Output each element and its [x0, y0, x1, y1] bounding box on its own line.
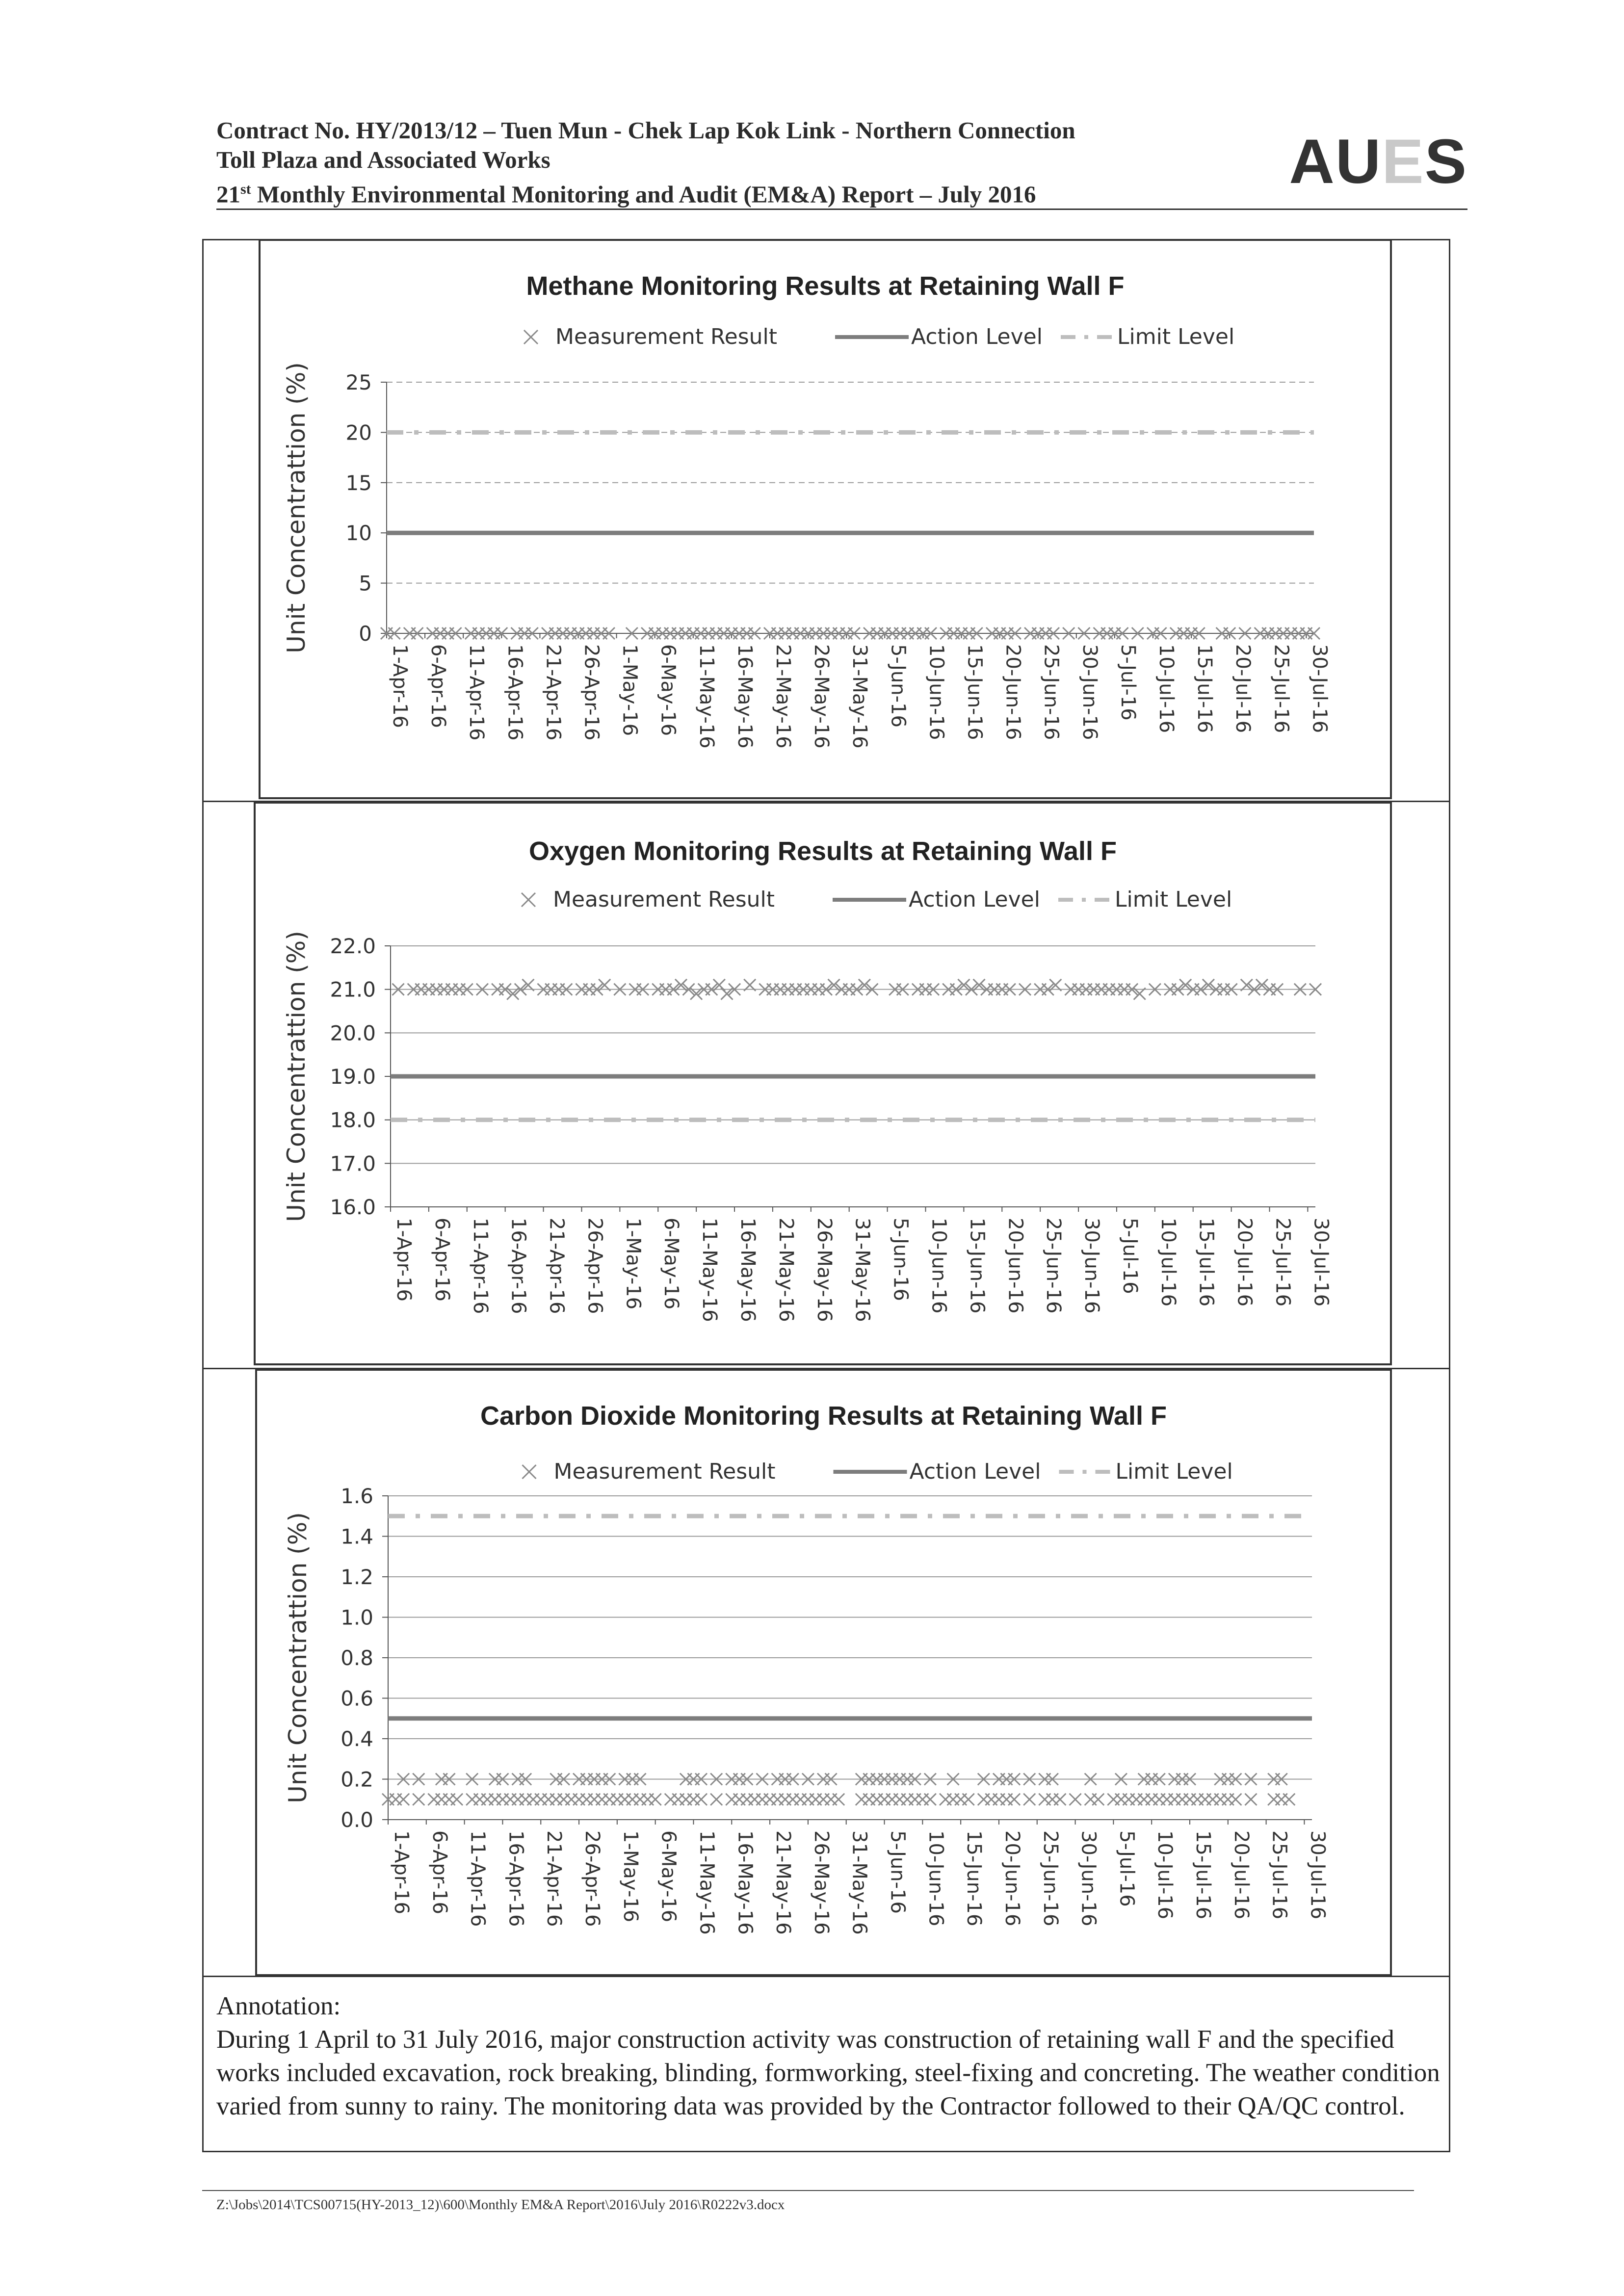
x-tick-label: 15-Jun-16 [963, 644, 986, 740]
x-tick-label: 16-Apr-16 [507, 1218, 530, 1314]
oxygen-chart [256, 804, 1390, 1363]
x-tick-label: 15-Jul-16 [1195, 1218, 1218, 1307]
x-tick-label: 30-Jul-16 [1310, 1218, 1333, 1307]
y-tick-label: 20.0 [330, 1021, 376, 1045]
legend-limit-label: Limit Level [1115, 1459, 1233, 1484]
annotation-heading: Annotation: [216, 1992, 341, 2020]
x-tick-label: 25-Jun-16 [1040, 644, 1063, 740]
oxygen-chart-panel [254, 802, 1392, 1365]
aues-logo [1289, 126, 1467, 198]
x-tick-label: 1-May-16 [618, 644, 641, 736]
x-tick-label: 6-Apr-16 [430, 1218, 453, 1302]
y-tick-label: 17.0 [330, 1151, 376, 1176]
measurement-point [1054, 1794, 1066, 1805]
y-tick-label: 0.8 [341, 1646, 373, 1670]
y-tick-label: 19.0 [330, 1065, 376, 1089]
measurement-point [1023, 1794, 1035, 1805]
legend-action-label: Action Level [911, 324, 1043, 349]
y-tick-label: 20 [345, 420, 372, 445]
x-tick-label: 25-Jul-16 [1271, 1218, 1294, 1307]
measurement-point [1070, 1794, 1081, 1805]
x-tick-label: 20-Jun-16 [1001, 644, 1024, 740]
x-tick-label: 1-May-16 [619, 1830, 642, 1923]
x-tick-label: 10-Jul-16 [1156, 1218, 1179, 1307]
legend-measurement-marker [522, 893, 535, 907]
y-tick-label: 1.6 [341, 1484, 373, 1508]
header-line-2: Toll Plaza and Associated Works [216, 146, 550, 173]
y-tick-label: 0 [359, 622, 372, 646]
x-tick-label: 5-Jun-16 [886, 1830, 909, 1914]
measurement-point [1283, 1794, 1295, 1805]
x-tick-label: 11-May-16 [695, 1830, 718, 1935]
x-tick-label: 25-Jul-16 [1268, 1830, 1291, 1920]
measurement-point [833, 1794, 844, 1805]
x-tick-label: 1-Apr-16 [393, 1218, 415, 1302]
x-tick-label: 6-May-16 [656, 644, 680, 736]
x-tick-label: 1-Apr-16 [390, 1830, 413, 1914]
legend-measurement-label: Measurement Result [553, 887, 775, 912]
x-tick-label: 5-Jun-16 [889, 1218, 912, 1301]
report-header [216, 116, 1467, 209]
gridlines [381, 382, 1314, 633]
x-tick-label: 16-May-16 [736, 1218, 760, 1322]
x-tick-label: 15-Jul-16 [1192, 1830, 1215, 1920]
y-axis-label: Unit Concentrattion (%) [282, 362, 311, 653]
legend-limit-label: Limit Level [1117, 324, 1235, 349]
x-tick-label: 30-Jun-16 [1078, 644, 1101, 740]
measurement-point [397, 1794, 409, 1805]
gridlines [382, 1496, 1312, 1820]
x-tick-label: 30-Jun-16 [1080, 1218, 1103, 1314]
legend-measurement-label: Measurement Result [553, 1459, 776, 1484]
x-tick-label: 6-Apr-16 [427, 644, 450, 728]
x-tick-label: 5-Jul-16 [1115, 1830, 1138, 1907]
x-tick-label: 6-Apr-16 [428, 1830, 451, 1914]
x-tick-label: 10-Jun-16 [924, 1830, 947, 1927]
x-tick-label: 20-Jul-16 [1231, 644, 1255, 733]
y-tick-label: 0.0 [341, 1808, 373, 1832]
x-tick-label: 25-Jun-16 [1042, 1218, 1065, 1314]
y-tick-label: 5 [359, 571, 372, 596]
y-tick-label: 16.0 [330, 1195, 376, 1219]
y-tick-label: 10 [345, 521, 372, 546]
y-tick-label: 22.0 [330, 934, 376, 958]
y-tick-label: 1.2 [341, 1565, 373, 1589]
x-tick-label: 11-Apr-16 [466, 1830, 489, 1927]
y-tick-label: 25 [345, 370, 372, 394]
legend-limit-label: Limit Level [1115, 887, 1232, 912]
y-tick-label: 1.0 [341, 1605, 373, 1630]
y-axis-label: Unit Concentrattion (%) [282, 931, 311, 1222]
x-tick-label: 20-Jun-16 [1000, 1830, 1023, 1927]
x-tick-label: 10-Jun-16 [927, 1218, 950, 1314]
x-tick-label: 11-May-16 [698, 1218, 721, 1322]
x-tick-label: 21-Apr-16 [543, 1830, 566, 1927]
legend-measurement-label: Measurement Result [555, 324, 778, 349]
x-tick-label: 21-Apr-16 [542, 644, 565, 741]
measurement-point [1230, 1794, 1241, 1805]
co2-chart [257, 1371, 1390, 1974]
measurement-point [1245, 1794, 1257, 1805]
x-tick-label: 10-Jun-16 [925, 644, 948, 740]
legend-measurement-marker [524, 330, 538, 344]
measurement-point [695, 1794, 707, 1805]
y-tick-label: 0.4 [341, 1727, 373, 1751]
footer-rule [202, 2190, 1414, 2191]
x-tick-label: 21-May-16 [771, 644, 794, 749]
x-tick-label: 11-May-16 [695, 644, 718, 749]
x-tick-label: 20-Jul-16 [1230, 1830, 1253, 1920]
x-tick-label: 30-Jul-16 [1306, 1830, 1329, 1920]
x-tick-label: 21-May-16 [772, 1830, 795, 1935]
legend-action-label: Action Level [909, 887, 1040, 912]
x-tick-label: 5-Jul-16 [1118, 1218, 1141, 1294]
chart-legend [524, 324, 1234, 349]
x-tick-label: 26-May-16 [810, 1830, 833, 1935]
measurement-point [924, 1794, 936, 1805]
chart-title: Carbon Dioxide Monitoring Results at Retaining Wall F [480, 1401, 1167, 1431]
x-tick-label: 15-Jun-16 [966, 1218, 989, 1314]
legend-measurement-marker [523, 1465, 536, 1479]
x-tick-label: 16-Apr-16 [504, 1830, 527, 1927]
x-tick-label: 6-May-16 [657, 1830, 680, 1923]
methane-chart-panel [259, 239, 1392, 799]
header-rule [216, 209, 1467, 210]
chart-title: Oxygen Monitoring Results at Retaining Wall F [528, 836, 1117, 866]
x-tick-label: 10-Jul-16 [1153, 1830, 1177, 1920]
header-line-1: Contract No. HY/2013/12 – Tuen Mun - Chek Lap Kok Link - Northern Connection [216, 117, 1075, 144]
measurement-point [963, 1794, 974, 1805]
x-tick-label: 26-May-16 [812, 1218, 836, 1322]
x-tick-label: 31-May-16 [851, 1218, 874, 1322]
annotation-body: During 1 April to 31 July 2016, major construction activity was construction of retaining wall F and the specified works included excavation, rock breaking, blinding, formworking, steel-fixing and concreting. The weather condition varied from sunny to rainy. The monitoring data was provided by the Contractor followed to their QA/QC control. [216, 2025, 1440, 2120]
header-line-3-sup: st [240, 181, 251, 197]
co2-chart-panel [255, 1369, 1392, 1976]
x-tick-label: 20-Jul-16 [1233, 1218, 1256, 1307]
x-tick-label: 31-May-16 [848, 644, 871, 749]
x-tick-label: 15-Jul-16 [1193, 644, 1216, 733]
x-tick-label: 26-May-16 [810, 644, 833, 749]
x-tick-label: 25-Jun-16 [1039, 1830, 1062, 1927]
annotation-block [216, 1989, 1443, 2123]
measurement-point [413, 1794, 424, 1805]
header-line-3 [216, 175, 1467, 209]
legend-action-label: Action Level [909, 1459, 1041, 1484]
header-line-3-num: 21 [216, 181, 240, 208]
footer-path: Z:\Jobs\2014\TCS00715(HY-2013_12)\600\Monthly EM&A Report\2016\July 2016\R0222v3.docx [216, 2197, 785, 2213]
x-tick-label: 20-Jun-16 [1004, 1218, 1027, 1314]
x-tick-label: 16-May-16 [733, 1830, 757, 1935]
y-tick-label: 0.2 [341, 1767, 373, 1792]
logo-part-au: AU [1289, 127, 1382, 197]
x-tick-label: 1-Apr-16 [389, 644, 411, 728]
x-tick-label: 11-Apr-16 [469, 1218, 492, 1314]
x-tick-label: 6-May-16 [660, 1218, 683, 1310]
y-tick-label: 21.0 [330, 977, 376, 1002]
x-tick-label: 5-Jul-16 [1116, 644, 1139, 721]
logo-part-s: S [1424, 127, 1467, 197]
y-tick-label: 15 [345, 470, 372, 495]
logo-part-e: E [1382, 127, 1425, 197]
measurement-series [393, 979, 1321, 1000]
x-tick-label: 30-Jun-16 [1077, 1830, 1100, 1927]
measurement-point [1008, 1794, 1020, 1805]
y-tick-label: 0.6 [341, 1686, 373, 1711]
y-tick-label: 1.4 [341, 1524, 373, 1549]
measurement-series [382, 1774, 1295, 1805]
chart-title: Methane Monitoring Results at Retaining Wall F [526, 271, 1125, 301]
measurement-point [451, 1794, 463, 1805]
x-tick-label: 31-May-16 [848, 1830, 871, 1935]
x-tick-label: 16-Apr-16 [503, 644, 526, 741]
y-tick-label: 18.0 [330, 1108, 376, 1132]
x-tick-label: 26-Apr-16 [581, 1830, 604, 1927]
methane-chart [261, 241, 1390, 797]
x-tick-label: 21-May-16 [774, 1218, 797, 1322]
measurement-point [650, 1794, 661, 1805]
chart-legend [522, 887, 1232, 912]
x-tick-label: 5-Jun-16 [887, 644, 910, 728]
header-line-3-rest: Monthly Environmental Monitoring and Audit (EM&A) Report – July 2016 [251, 181, 1036, 208]
x-tick-label: 25-Jul-16 [1270, 644, 1293, 733]
x-tick-label: 30-Jul-16 [1308, 644, 1331, 733]
measurement-point [1092, 1794, 1104, 1805]
x-tick-label: 21-Apr-16 [545, 1218, 568, 1314]
x-tick-label: 16-May-16 [733, 644, 756, 749]
x-tick-label: 26-Apr-16 [583, 1218, 606, 1314]
y-axis-label: Unit Concentrattion (%) [284, 1512, 312, 1803]
measurement-point [710, 1794, 722, 1805]
x-tick-label: 26-Apr-16 [580, 644, 603, 741]
x-tick-label: 11-Apr-16 [465, 644, 488, 741]
x-tick-label: 10-Jul-16 [1154, 644, 1178, 733]
x-tick-label: 15-Jun-16 [963, 1830, 986, 1927]
x-tick-label: 1-May-16 [622, 1218, 645, 1310]
chart-legend [523, 1459, 1233, 1484]
